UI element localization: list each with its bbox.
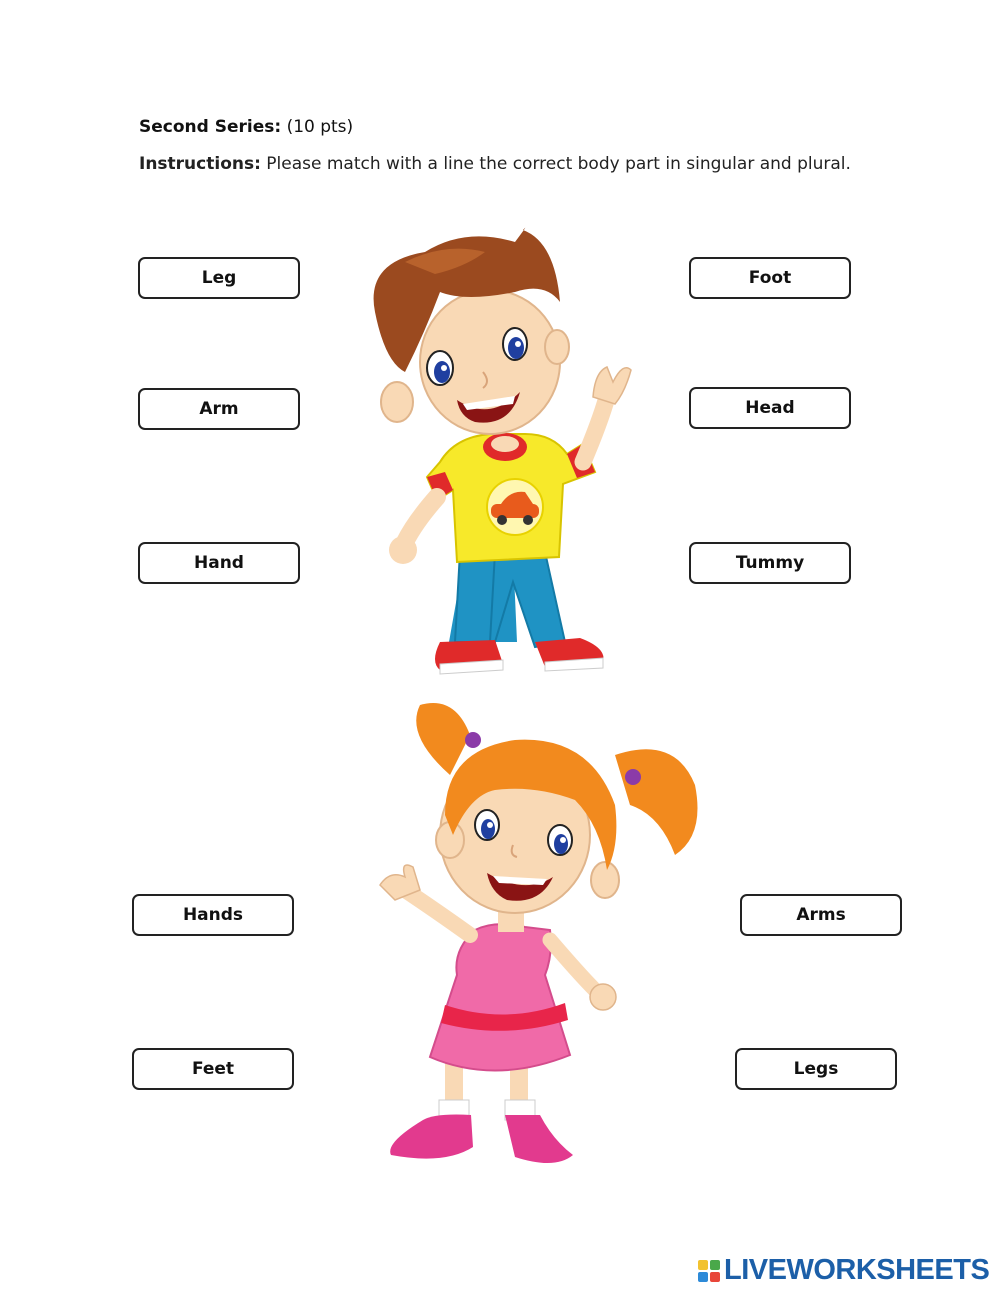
word-box-legs[interactable]: Legs [735, 1048, 897, 1090]
instructions [139, 154, 851, 174]
word-box-feet[interactable]: Feet [132, 1048, 294, 1090]
series-label: Second Series: [139, 117, 282, 137]
word-box-head[interactable]: Head [689, 387, 851, 429]
word-box-foot[interactable]: Foot [689, 257, 851, 299]
word-box-leg[interactable]: Leg [138, 257, 300, 299]
girl-illustration [375, 695, 710, 1175]
instructions-label: Instructions: [139, 154, 261, 174]
instructions-text: Please match with a line the correct body part in singular and plural. [266, 154, 851, 174]
series-heading [139, 117, 353, 137]
logo-blocks-icon [698, 1260, 720, 1282]
series-points: (10 pts) [286, 117, 354, 137]
word-box-arms[interactable]: Arms [740, 894, 902, 936]
word-box-hand[interactable]: Hand [138, 542, 300, 584]
liveworksheets-logo [698, 1254, 989, 1287]
word-box-tummy[interactable]: Tummy [689, 542, 851, 584]
word-box-hands[interactable]: Hands [132, 894, 294, 936]
boy-illustration [345, 222, 635, 687]
brand-name: LIVEWORKSHEETS [724, 1254, 990, 1286]
word-box-arm[interactable]: Arm [138, 388, 300, 430]
